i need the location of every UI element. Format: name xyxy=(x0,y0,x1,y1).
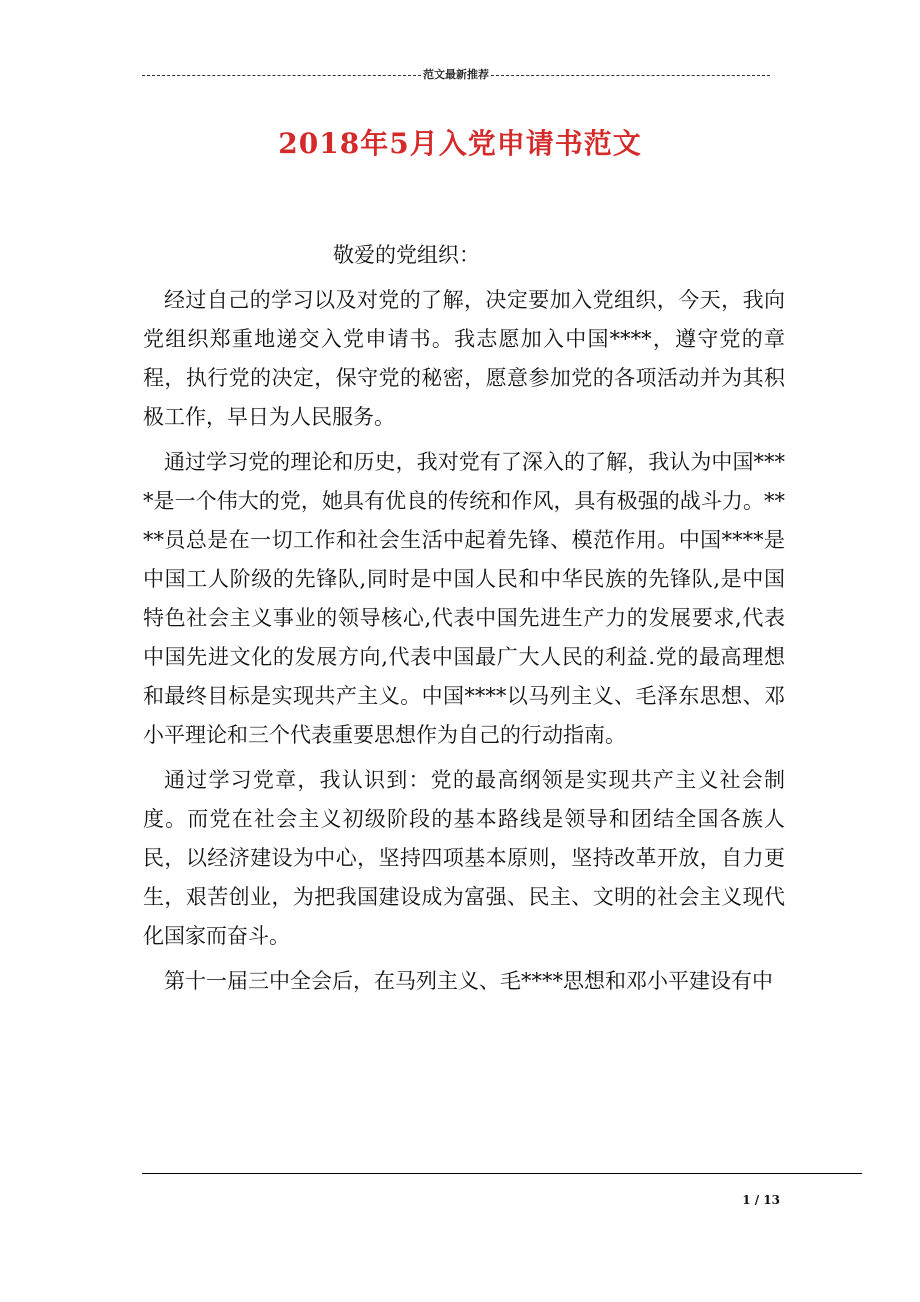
paragraph-2: 通过学习党的理论和历史，我对党有了深入的了解，我认为中国****是一个伟大的党，她具有优良的传统和作风，具有极强的战斗力。****员总是在一切工作和社会生活中起着先锋、模范作用。中国****是中国工人阶级的先锋队,同时是中国人民和中华民族的先锋队,是中国特色社会主义事业的领导核心,代表中国先进生产力的发展要求,代表中国先进文化的发展方向,代表中国最广大人民的利益.党的最高理想和最终目标是实现共产主义。中国****以马列主义、毛泽东思想、邓小平理论和三个代表重要思想作为自己的行动指南。 xyxy=(143,450,785,747)
paragraph-4: 第十一届三中全会后，在马列主义、毛****思想和邓小平建设有中 xyxy=(164,969,773,993)
paragraph-3: 通过学习党章，我认识到：党的最高纲领是实现共产主义社会制度。而党在社会主义初级阶段的基本路线是领导和团结全国各族人民，以经济建设为中心，坚持四项基本原则，坚持改革开放，自力更生，艰苦创业，为把我国建设成为富强、民主、文明的社会主义现代化国家而奋斗。 xyxy=(143,768,785,948)
page-header xyxy=(142,66,770,82)
footer-divider xyxy=(142,1173,862,1174)
document-title: 2018年5月入党申请书范文 xyxy=(278,127,642,160)
document-body xyxy=(143,236,785,1001)
page-number: 1 / 13 xyxy=(742,1193,780,1207)
header-dash-right xyxy=(491,75,770,76)
salutation: 敬爱的党组织： xyxy=(333,243,480,267)
header-dash-left xyxy=(142,75,421,76)
header-label: 范文最新推荐 xyxy=(423,68,489,81)
paragraph-1: 经过自己的学习以及对党的了解，决定要加入党组织，今天，我向党组织郑重地递交入党申请书。我志愿加入中国****，遵守党的章程，执行党的决定，保守党的秘密，愿意参加党的各项活动并为其积极工作，早日为人民服务。 xyxy=(143,288,785,429)
